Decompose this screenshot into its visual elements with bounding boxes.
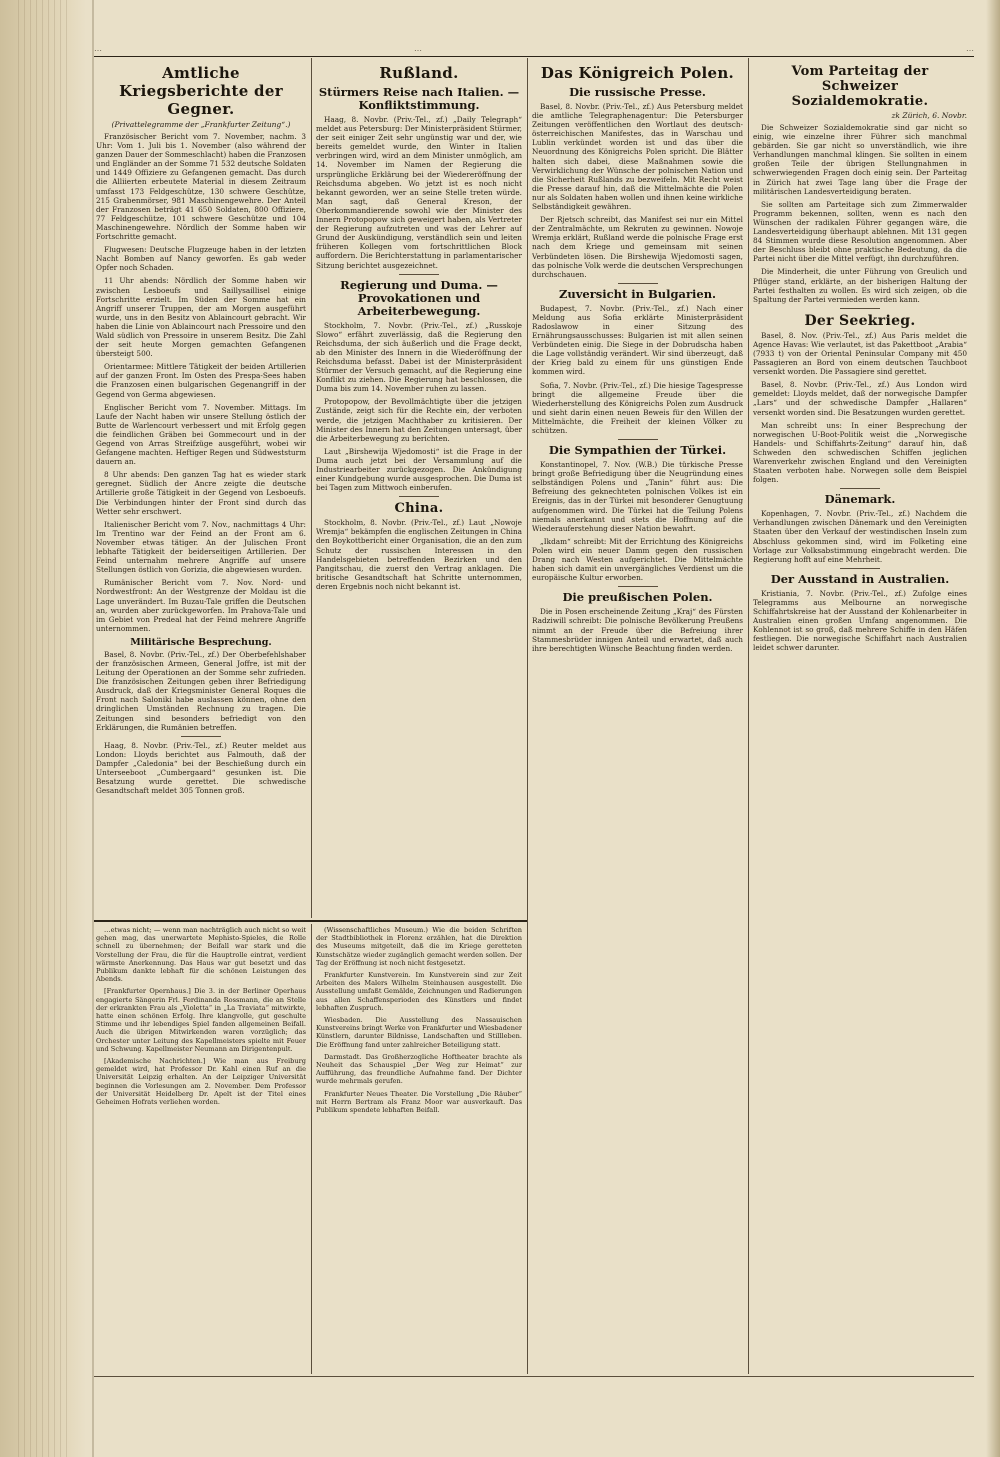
separator — [840, 488, 880, 489]
column-rule — [311, 58, 312, 918]
poland-title: Das Königreich Polen. — [540, 64, 735, 82]
separator — [840, 308, 880, 309]
swiss-party-dateline: zk Zürich, 6. Novbr. — [891, 111, 967, 120]
article-paragraph: Orientarmee: Mittlere Tätigkeit der beiden Artillerien auf der ganzen Front. Im Osten des Prespa-Sees haben die Franzosen einen bulgarischen Gegenangriff in der Gegend von Germa abgewiesen. — [96, 362, 306, 399]
article-paragraph: Italienischer Bericht vom 7. Nov., nachmittags 4 Uhr: Im Trentino war der Feind an der Front am 6. November etwas tätiger. An der Julischen Front lebhafte Tätigkeit der beiderseitigen Artillerien. Der Feind unternahm mehrere Angriffe auf unsere Stellungen östlich von Gorizia, die abgewiesen wurden. — [96, 519, 306, 575]
article-paragraph: Stockholm, 8. Novbr. (Priv.-Tel., zf.) Laut „Nowoje Wremja“ bekämpfen die englischen Zeitungen in China den Boykottbericht einer Organisation, die an den zum Schutz der russischen Interessen in den Handelsgebieten betreffenden Bezirken und den Pangitschau, die zuerst den Vertrag anklagen. Die britische Gesandtschaft hat Schritte unternommen, deren Ergebnis noch nicht bekannt ist. — [316, 518, 522, 591]
article-paragraph: Rumänischer Bericht vom 7. Nov. Nord- und Nordwestfront: An der Westgrenze der Moldau ist die Lage unverändert. Im Buzau-Tale griffen die Deutschen an, wurden aber zurückgeworfen. Im Prahova-Tale und im Gebiet von Predeal hat der Feind mehrere Angriffe unternommen. — [96, 578, 306, 633]
article-paragraph: Basel, 8. Novbr. (Priv.-Tel., zf.) Aus London wird gemeldet: Lloyds meldet, daß der norwegische Dampfer „Lars“ und der schwedische Dampfer „Hallaren“ versenkt worden sind. Die Besatzungen wurden gerettet. — [753, 380, 967, 417]
feuilleton-paragraph: [Akademische Nachrichten.] Wie man aus Freiburg gemeldet wird, hat Professor Dr. Kahl einen Ruf an die Universität Leipzig erhalten. An der Leipziger Universität beginnen die Vorlesungen am 2. November. Dem Professor der Universität Heidelberg Dr. Apelt ist der Titel eines Geheimen Hofrats verliehen worden. — [96, 1057, 306, 1107]
separator — [399, 274, 439, 275]
naval-war-title: Der Seekrieg. — [804, 312, 916, 329]
war-reports-subtitle: (Privattelegramme der „Frankfurter Zeitung“.) — [111, 120, 291, 129]
article-paragraph: Sie sollten am Parteitage sich zum Zimmerwalder Programm bekennen, sollten, wenn es nach den Wünschen der radikalen Führer gegangen wäre, die Landesverteidigung überhaupt ablehnen. Mit 131 gegen 84 Stimmen wurde diese Resolution angenommen. Aber der Beschluss bleibt ohne praktische Bedeutung, da die Partei nicht über die Mittel verfügt, ihn durchzuführen. — [753, 199, 967, 264]
feuilleton-paragraph: Frankfurter Kunstverein. Im Kunstverein sind zur Zeit Arbeiten des Malers Wilhelm Steinhausen ausgestellt. Die Ausstellung umfaßt Gemälde, Zeichnungen und Radierungen aus allen Schaffensperioden des Künstlers und findet lebhaften Zuspruch. — [316, 971, 522, 1012]
column-rule — [311, 924, 312, 1374]
article-paragraph: Der Rjetsch schreibt, das Manifest sei nur ein Mittel der Zentralmächte, um Rekruten zu gewinnen. Nowoje Wremja erklärt, Rußland werde die polnische Frage erst nach dem Kriege und gemeinsam mit seinen Verbündeten lösen. Die Birshewija Wjedomosti sagen, das polnische Volk werde die deutschen Versprechungen durchschauen. — [532, 215, 743, 279]
feuilleton-paragraph: Frankfurter Neues Theater. Die Vorstellung „Die Räuber“ mit Herrn Bertram als Franz Moor war ausverkauft. Das Publikum spendete lebhaften Beifall. — [316, 1089, 522, 1115]
article-paragraph: Haag, 8. Novbr. (Priv.-Tel., zf.) Reuter meldet aus London: Lloyds berichtet aus Falmouth, daß der Dampfer „Caledonia“ bei der Beschießung durch ein Unterseeboot „Cumbergaard“ gesunken ist. Die Besatzung wurde gerettet. Die schwedische Gesandtschaft meldet 305 Tonnen groß. — [96, 740, 306, 796]
feuilleton-rule — [94, 920, 527, 922]
column-rule — [527, 58, 528, 1374]
feuilleton-paragraph: [Frankfurter Opernhaus.] Die 3. in der Berliner Operhaus engagierte Sängerin Frl. Ferdinanda Rossmann, die an Stelle der erkrankten Frau als „Violetta“ in „La Traviata“ mitwirkte, hatte einen schönen Erfolg. Ihre klangvolle, gut geschulte Stimme und ihr lebendiges Spiel fanden allgemeinen Beifall. Auch die übrigen Mitwirkenden waren vorzüglich; das Orchester unter Leitung des Kapellmeisters spielte mit Feuer und Schwung. Kapellmeister Neumann am Dirigentenpult. — [96, 987, 306, 1053]
separator — [399, 496, 439, 497]
feuilleton-right — [316, 926, 522, 1372]
article-paragraph: Budapest, 7. Novbr. (Priv.-Tel., zf.) Nach einer Meldung aus Sofia erklärte Ministerpräsident Radoslawow in einer Sitzung des Ernährungsausschusses: Bulgarien ist mit allen seinen Verbündeten einig. Die Siege in der Dobrudscha haben die Lage vollständig verändert. Wir sind überzeugt, daß der Krieg bald zu einem für uns günstigen Ende kommen wird. — [532, 303, 743, 377]
column-1 — [96, 60, 306, 916]
article-paragraph: Französischer Bericht vom 7. November, nachm. 3 Uhr: Vom 1. Juli bis 1. November (also während der ganzen Dauer der Sommeschlacht) haben die Franzosen und Engländer an der Somme 71 532 deutsche Soldaten und 1449 Offiziere zu Gefangenen gemacht. Das durch die Alliierten erbeutete Material in diesem Zeitraum umfasst 173 Feldgeschütze, 130 schwere Geschütze, 215 Grabenmörser, 981 Maschinengewehre. Der Anteil der Franzosen beträgt 41 650 Soldaten, 800 Offiziere, 77 Feldgeschütze, 101 schwere Geschütze und 104 Maschinengewehre. Nördlich der Somme haben wir Fortschritte gemacht. — [96, 132, 306, 242]
turkey-subtitle: Die Sympathien der Türkei. — [548, 443, 727, 458]
article-paragraph: Basel, 8. Nov. (Priv.-Tel., zf.) Aus Paris meldet die Agence Havas: Wie verlautet, ist das Pakettboot „Arabia“ (7933 t) von der Oriental Peninsular Company mit 450 Passagieren an Bord von einem deutschen Tauchboot versenkt worden. Die Passagiere sind gerettet. — [753, 330, 967, 377]
article-paragraph: Haag, 8. Novbr. (Priv.-Tel., zf.) „Daily Telegraph“ meldet aus Petersburg: Der Ministerpräsident Stürmer, der seit einiger Zeit sehr ungünstig war und der, wie bereits gemeldet wurde, den Winter in Italien verbringen wird, wird an dem Minister unmöglich, am 14. November im Namen der Regierung die ursprüngliche Erklärung bei der Wiedereröffnung der Reichsduma abgeben. Wo jetzt ist es noch nicht bekannt geworden, wer an seine Stelle treten würde. Man sagt, daß General Kreson, der Oberkommandierende sowohl wie der Minister des Innern Protopopow sich geweigert haben, als Vertreter der Regierung aufzutreten und was der Lehrer auf Grund der Auskündigung, verständlich sein und leiten früheren Kollegen vom fortschrittlichen Block auffordern. Die Berichterstattung in parlamentarischer Sitzung berichtet ausgezeichnet. — [316, 115, 522, 270]
page-edge — [986, 0, 1000, 1457]
column-4 — [753, 60, 967, 1372]
article-paragraph: Sofia, 7. Novbr. (Priv.-Tel., zf.) Die hiesige Tagespresse bringt die allgemeine Freude über die Wiederherstellung des Königreichs Polen zum Ausdruck und sieht darin einen neuen Beweis für den Willen der Mittelmächte, die Freiheit der kleinen Völker zu schützen. — [532, 380, 743, 435]
denmark-subtitle: Dänemark. — [824, 492, 896, 507]
article-paragraph: Konstantinopel, 7. Nov. (W.B.) Die türkische Presse bringt große Befriedigung über die Neugründung eines selbständigen Polens und „Tanin“ führt aus: Die Befreiung des geknechteten polnischen Volkes ist ein Ereignis, das in der Türkei mit besonderer Genugtuung aufgenommen wird. Die Türkei hat die Teilung Polens niemals anerkannt und stets die Hoffnung auf die Wiederauferstehung dieser Nation bewahrt. — [532, 460, 743, 533]
article-paragraph: Stockholm, 7. Novbr. (Priv.-Tel., zf.) „Russkoje Slowo“ erfährt zuverlässig, daß die Regierung den Reichsduma, der sich äußerlich und die Frage deckt, ab den Minister des Innern in die Wiederöffnung der Reichsduma befasst. Dabei ist der Ministerpräsident Stürmer der Versuch gemacht, auf die Regierung eine Konflikt zu ziehen. Die Regierung hat beschlossen, die Duma bis zum 14. November ruhen zu lassen. — [316, 320, 522, 394]
bulgaria-subtitle: Zuversicht in Bulgarien. — [558, 286, 717, 301]
running-head-center: … — [414, 44, 422, 53]
russia-title: Rußland. — [379, 64, 459, 82]
russian-press-subtitle: Die russische Presse. — [569, 85, 706, 99]
column-3 — [532, 60, 743, 1372]
china-title: China. — [394, 501, 444, 517]
duma-subtitle: Regierung und Duma. — Provokationen und Arbeiterbewegung. — [340, 277, 498, 318]
article-paragraph: Basel, 8. Novbr. (Priv.-Tel., zf.) Aus Petersburg meldet die amtliche Telegraphenagentur: Die Petersburger Zeitungen veröffentlichen den Wortlaut des deutsch-österreichischen Manifestes, das in Warschau und Lublin verkündet worden ist und das über die Neuordnung des Königreichs Polen spricht. Die Blätter halten sich dabei, diese Maßnahmen sowie die Verwirklichung der Wünsche der polnischen Nation und die Sicherheit Rußlands zu bezweifeln. Mit Recht weist die Presse darauf hin, daß die Mittelmächte die Polen nur als Soldaten haben wollen und ihnen keine wirkliche Selbständigkeit gewähren. — [532, 102, 743, 212]
article-paragraph: Basel, 8. Novbr. (Priv.-Tel., zf.) Der Oberbefehlshaber der französischen Armeen, General Joffre, ist mit der Leitung der Operationen an der Somme sehr zufrieden. Die französischen Zeitungen geben ihrer Befriedigung Ausdruck, daß der Kriegsminister General Roques die Front nach Saloniki habe auslassen können, ohne den dringlichen Umständen Rechnung zu tragen. Die Zeitungen sind besonders befriedigt von den Erklärungen, die Rumänien betreffen. — [96, 649, 306, 732]
article-paragraph: Protopopow, der Bevollmächtigte über die jetzigen Zustände, zeigt sich für die Rechte ein, der verboten werde, die jetzigen Machthaber zu kritisieren. Der Minister des Innern hat den Zeitungen untersagt, über die Arbeiterbewegung zu berichten. — [316, 397, 522, 443]
article-paragraph: Englischer Bericht vom 7. November. Mittags. Im Laufe der Nacht haben wir unsere Stellung östlich der Butte de Warlencourt verbessert und mit Erfolg gegen die feindlichen Gräben bei Gommecourt und in der Gegend von Arras Streifzüge ausgeführt, wobei wir Gefangene machten. Heftiger Regen und Südweststurm dauern an. — [96, 402, 306, 467]
swiss-party-title: Vom Parteitag der Schweizer Sozialdemokratie. — [791, 64, 929, 109]
war-reports-title: Amtliche Kriegsberichte der Gegner. — [119, 64, 283, 118]
column-rule — [748, 58, 749, 1374]
australia-subtitle: Der Ausstand in Australien. — [770, 571, 950, 586]
gutter-fold — [92, 0, 94, 1457]
column-2 — [316, 60, 522, 916]
separator — [181, 736, 221, 737]
separator — [618, 439, 658, 440]
separator — [840, 568, 880, 569]
top-rule — [94, 56, 974, 57]
article-paragraph: „Ikdam“ schreibt: Mit der Errichtung des Königreichs Polen wird ein neuer Damm gegen den russischen Drang nach Westen aufgerichtet. Die Mittelmächte haben sich damit ein unvergängliches Verdienst um die europäische Kultur erworben. — [532, 536, 743, 583]
article-paragraph: Man schreibt uns: In einer Besprechung der norwegischen U-Boot-Politik weist die „Norwegische Handels- und Schiffahrts-Zeitung“ darauf hin, daß Schweden den schwedischen Schiffen jeglichen Warenverkehr zwischen England und den Vereinigten Staaten verboten habe. Norwegen solle dem Beispiel folgen. — [753, 420, 967, 485]
russia-subtitle: Stürmers Reise nach Italien. — Konfliktstimmung. — [318, 85, 520, 112]
article-paragraph: Laut „Birshewija Wjedomosti“ ist die Frage in der Duma auch jetzt bei der Versammlung auf die Industriearbeiter zurückgezogen. Die Ankündigung einer Kundgebung wurde ausgesprochen. Die Duma ist bei Tagen zum Mittwoch einberufen. — [316, 446, 522, 493]
running-head-right: … — [966, 44, 974, 53]
article-paragraph: Die Schweizer Sozialdemokratie sind gar nicht so einig, wie einzelne ihrer Führer sich manchmal gebärden. Sie gar nicht so unverständlich, wie ihre Verhandlungen manchmal klingen. Sie sollten in einem großen Teile der übrigen Stellungnahmen in schwerwiegenden Fragen doch einig sein. Der Parteitag in Zürich hat zwei Tage lang über die Frage der militärischen Landesverteidigung beraten. — [753, 123, 967, 196]
feuilleton-paragraph: Wiesbaden. Die Ausstellung des Nassauischen Kunstvereins bringt Werke von Frankfurter und Wiesbadener Künstlern, darunter Bildnisse, Landschaften und Stillleben. Die Eröffnung fand unter zahlreicher Beteiligung statt. — [316, 1016, 522, 1049]
article-paragraph: Die Minderheit, die unter Führung von Greulich und Pflüger stand, erklärte, an der bisherigen Haltung der Partei festhalten zu wollen. Es wird sich zeigen, ob die Spaltung der Partei vermieden werden kann. — [753, 267, 967, 304]
article-paragraph: Kristiania, 7. Novbr. (Priv.-Tel., zf.) Zufolge eines Telegramms aus Melbourne an norwegische Schiffahrtskreise hat der Ausstand der Kohlenarbeiter in Australien einen großen Umfang angenommen. Die Kohlennot ist so groß, daß mehrere Schiffe in den Häfen festliegen. Die norwegische Schiffahrt nach Australien leidet schwer darunter. — [753, 588, 967, 653]
spine-page-edges — [18, 0, 72, 1457]
bottom-rule — [94, 1376, 974, 1377]
article-paragraph: 8 Uhr abends: Den ganzen Tag hat es wieder stark geregnet. Südlich der Ancre zeigte die deutsche Artillerie große Tätigkeit in der Gegend von Lesboeufs. Die Verbindungen hinter der Front sind durch das Wetter sehr erschwert. — [96, 470, 306, 516]
feuilleton-left — [96, 926, 306, 1372]
feuilleton-paragraph: …etwas nicht; — wenn man nachträglich auch nicht so weit gehen mag, das unerwartete Mephisto-Spieles, die Rolle schnell zu übernehmen; der Beifall war stark und die Vorstellung der Frau, die für die Hauptrolle eintrat, verdient wärmste Anerkennung. Das Haus war gut besetzt und das Publikum dankte lebhaft für die schönen Leistungen des Abends. — [96, 926, 306, 984]
book-spine — [0, 0, 86, 1457]
military-discussion-title: Militärische Besprechung. — [130, 636, 272, 648]
separator — [618, 283, 658, 284]
article-paragraph: 11 Uhr abends: Nördlich der Somme haben wir zwischen Lesboeufs und Saillysaillisel einige Fortschritte erzielt. Im Süden der Somme hat ein Angriff unserer Truppen, der am Morgen ausgeführt wurde, uns in den Besitz von Ablaincourt gebracht. Wir haben die Linie von Ablaincourt nach Pressoire und den Wald südlich von Pressoire in unserem Besitz. Die Zahl der seit heute Morgen gemachten Gefangenen übersteigt 500. — [96, 276, 306, 359]
running-head — [94, 44, 974, 54]
separator — [618, 586, 658, 587]
article-paragraph: Kopenhagen, 7. Novbr. (Priv.-Tel., zf.) Nachdem die Verhandlungen zwischen Dänemark und den Vereinigten Staaten über den Verkauf der westindischen Inseln zum Abschluss gekommen sind, wird im Folketing eine Vorlage zur Volksabstimmung eingebracht werden. Die Regierung hofft auf eine Mehrheit. — [753, 509, 967, 564]
article-paragraph: Die in Posen erscheinende Zeitung „Kraj“ des Fürsten Radziwill schreibt: Die polnische Bevölkerung Preußens nimmt an der Freude über die Befreiung ihrer Stammesbrüder innigen Anteil und erwartet, daß auch ihre berechtigten Wünsche Beachtung finden werden. — [532, 607, 743, 653]
article-paragraph: Flugwesen: Deutsche Flugzeuge haben in der letzten Nacht Bomben auf Nancy geworfen. Es gab weder Opfer noch Schaden. — [96, 245, 306, 273]
feuilleton-paragraph: (Wissenschaftliches Museum.) Wie die beiden Schriften der Stadtbibliothek in Florenz erzählen, hat die Direktion des Museums mitgeteilt, daß die im Kriege geretteten Kunstschätze wieder zugänglich gemacht werden sollen. Der Tag der Eröffnung ist noch nicht festgesetzt. — [316, 926, 522, 967]
prussian-poles-subtitle: Die preußischen Polen. — [562, 590, 713, 605]
running-head-left: … — [94, 44, 102, 53]
feuilleton-paragraph: Darmstadt. Das Großherzogliche Hoftheater brachte als Neuheit das Schauspiel „Der Weg zur Heimat“ zur Aufführung, das freundliche Aufnahme fand. Der Dichter wurde mehrmals gerufen. — [316, 1052, 522, 1086]
